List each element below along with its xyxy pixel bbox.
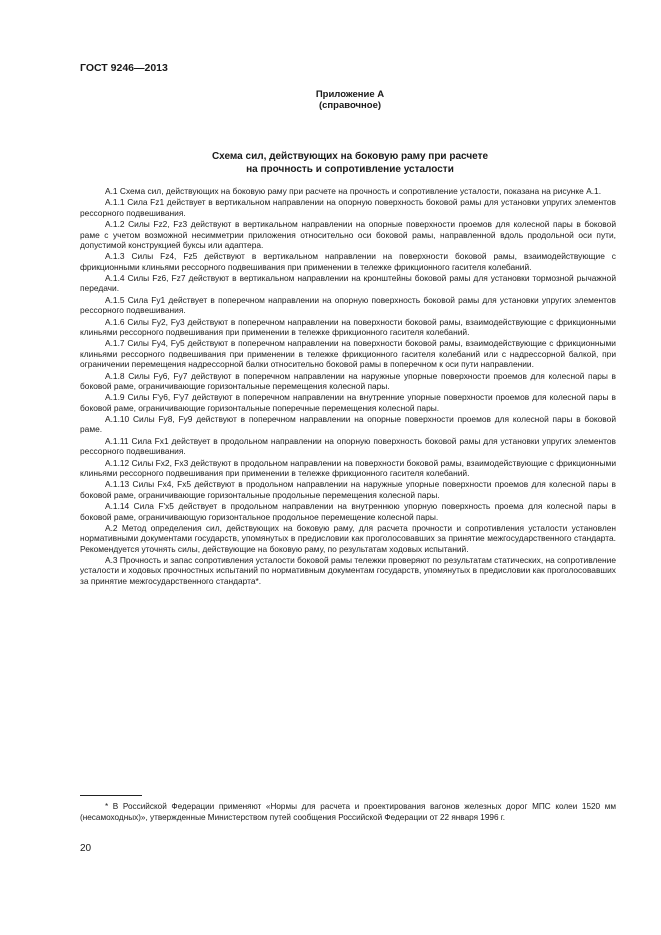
paragraph: А.1.3 Силы Fz4, Fz5 действуют в вертикальном направлении на поверхности боковой рамы, взаимодействующие с фрикционными клиньями рессорного подвешивания при применении в тележке фрикционного гасителя колебаний.	[80, 251, 616, 272]
paragraph: А.1.13 Силы Fx4, Fx5 действуют в продольном направлении на наружные упорные поверхности проемов для колесной пары в боковой раме, ограничивающие горизонтальные продольные перемещения колесной пары.	[80, 479, 616, 500]
section-heading-line-1: Схема сил, действующих на боковую раму при расчете	[211, 151, 489, 162]
section-heading-line-2: на прочность и сопротивление усталости	[246, 164, 454, 175]
paragraph: А.1.6 Силы Fy2, Fy3 действуют в поперечном направлении на поверхности боковой рамы, взаимодействующие с фрикционными клиньями рессорного подвешивания при применении в тележке фрикционного гасителя колебаний.	[80, 316, 616, 337]
annex-title: Приложение А	[315, 89, 385, 100]
paragraph: А.1 Схема сил, действующих на боковую раму при расчете на прочность и сопротивление усталости, показана на рисунке А.1.	[105, 186, 602, 196]
paragraph: А.3 Прочность и запас сопротивления усталости боковой рамы тележки проверяют по результатам статических, на сопротивление усталости и ходовых прочностных испытаний по нормативным документам государств, упомянутых в предисловии как проголосовавших за принятие межгосударственного стандарта*.	[80, 555, 616, 586]
paragraph: А.1.11 Сила Fx1 действует в продольном направлении на опорную поверхность боковой рамы для установки упругих элементов рессорного подвешивания.	[80, 435, 616, 457]
paragraph: А.1.5 Сила Fy1 действует в поперечном направлении на опорную поверхность боковой рамы для установки упругих элементов рессорного подвешивания.	[80, 294, 616, 316]
paragraph: А.1.1 Сила Fz1 действует в вертикальном направлении на опорную поверхность боковой рамы для установки упругих элементов рессорного подвешивания.	[80, 197, 616, 218]
body-text	[80, 186, 616, 587]
footnote: * В Российской Федерации применяют «Нормы для расчета и проектирования вагонов железных дорог МПС колеи 1520 мм (несамоходных)», утвержденные Министерством путей сообщения Российской Федерации от 22 января 1996 г.	[80, 802, 616, 822]
paragraph: А.1.12 Силы Fx2, Fx3 действуют в продольном направлении на поверхности боковой рамы, взаимодействующие с фрикционными клиньями рессорного подвешивания при применении в тележке фрикционного гасителя колебаний.	[80, 457, 616, 478]
paragraph: А.1.9 Силы F'y6, F'y7 действуют в поперечном направлении на внутренние упорные поверхности проемов для колесной пары в боковой раме, ограничивающие горизонтальные поперечные перемещения колесной пары.	[80, 392, 616, 413]
standard-designation: ГОСТ 9246—2013	[80, 62, 168, 74]
paragraph: А.1.14 Сила F'x5 действует в продольном направлении на внутреннюю упорную поверхность проема для колесной пары в боковой раме, ограничивающую горизонтальное продольное перемещение колесной пары.	[80, 501, 616, 522]
paragraph: А.1.8 Силы Fy6, Fy7 действуют в поперечном направлении на наружные упорные поверхности проемов для колесной пары в боковой раме, ограничивающие горизонтальные перемещения колесной пары.	[80, 370, 616, 391]
annex-type: (справочное)	[318, 100, 382, 111]
paragraph: А.1.10 Силы Fy8, Fy9 действуют в поперечном направлении на опорные поверхности проемов для колесной пары в боковой раме.	[80, 414, 616, 435]
paragraph: А.2 Метод определения сил, действующих на боковую раму, для расчета прочности и сопротивления усталости установлен нормативными документами государств, упомянутых в предисловии как проголосовавших за принятие межгосударственного стандарта. Рекомендуется уточнять силы, действующие на боковую раму, по результатам ходовых испытаний.	[80, 523, 616, 554]
paragraph: А.1.4 Силы Fz6, Fz7 действуют в вертикальном направлении на кронштейны боковой рамы для установки тормозной рычажной передачи.	[80, 273, 616, 294]
page-number: 20	[80, 843, 92, 854]
footnote-separator	[80, 795, 142, 796]
paragraph: А.1.2 Силы Fz2, Fz3 действуют в вертикальном направлении на опорные поверхности проемов для колесной пары в боковой раме с учетом возможной несимметрии приложения относительно оси боковой рамы, направленной вдоль продольной оси пути, допустимой конструкцией буксы или адаптера.	[80, 219, 616, 250]
paragraph: А.1.7 Силы Fy4, Fy5 действуют в поперечном направлении на поверхности боковой рамы, взаимодействующие с фрикционными клиньями рессорного подвешивания при применении в тележке фрикционного гасителя колебаний или с надрессорной балкой, при ограничении перемещения надрессорной балки относительно боковой рамы в поперечном к оси пути направлении.	[80, 338, 616, 370]
